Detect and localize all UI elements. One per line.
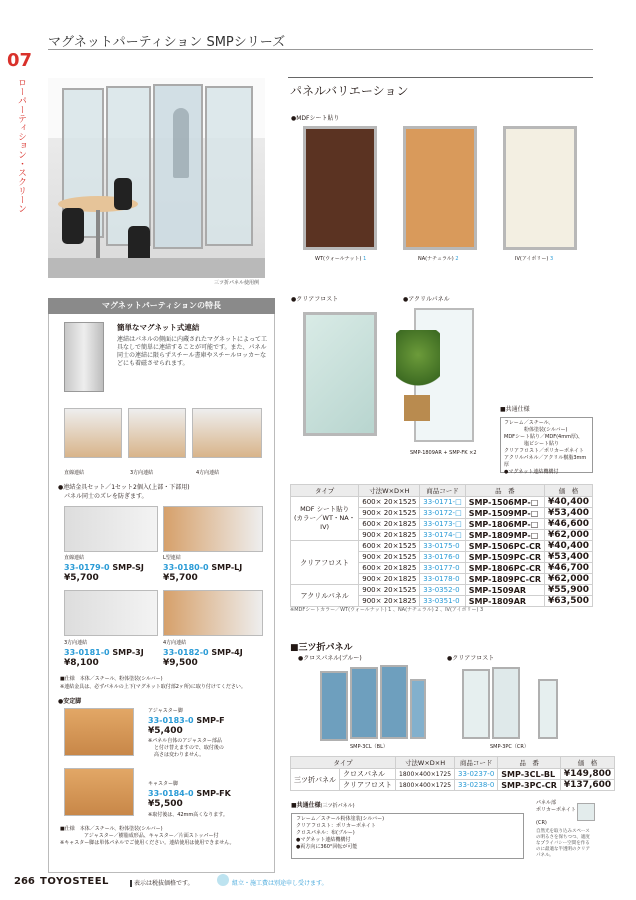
size-cell: 900× 20×1825 bbox=[359, 596, 420, 607]
adjuster-price: ¥5,400 bbox=[148, 726, 183, 736]
code-cell: 33-0171-□ bbox=[420, 497, 465, 508]
spec-line: クリアフロスト：ポリカーボネイト bbox=[296, 823, 376, 829]
stable-heading: ●安定脚 bbox=[58, 698, 82, 705]
common-spec-box bbox=[500, 417, 593, 473]
leg-spec-3: ※キャスター脚は単体パネルでご使用ください。連結使用は使用できません。 bbox=[60, 840, 235, 846]
code-cell: 33-0351-0 bbox=[420, 596, 465, 607]
mdf-name-wt: WT(ウォールナット) 1 bbox=[315, 256, 367, 262]
price-cell: ¥53,400 bbox=[545, 508, 593, 519]
page-number: 266 bbox=[14, 876, 35, 887]
fitting-price-3j: ¥8,100 bbox=[64, 658, 99, 668]
adjuster-note-3: 高さは変わりません。 bbox=[154, 752, 205, 758]
leg-spec-2: アジャスター／樹脂成形品、キャスター／片面ストッパー付 bbox=[84, 833, 219, 839]
brand-logo: TOYOSTEEL bbox=[40, 876, 109, 887]
code-cell: 33-0237-0 bbox=[455, 769, 498, 780]
code-cell: 33-0176-0 bbox=[420, 552, 465, 563]
easy-body: 連結はパネルの側面に内蔵されたマグネットによって工具なしで簡単に連結することが可能です。また、パネル同士の連結に限らずスチール書庫やスチールロッカーなどにも着磁させられます。 bbox=[117, 336, 267, 367]
room-photo bbox=[48, 78, 265, 278]
price-cell: ¥46,700 bbox=[545, 563, 593, 574]
size-cell: 900× 20×1525 bbox=[359, 508, 420, 519]
fitting-note-2: パネル同士のズレを防ぎます。 bbox=[64, 493, 148, 500]
mdf-name-iv: IV(アイボリー) 3 bbox=[515, 256, 554, 262]
size-cell: 900× 20×1825 bbox=[359, 574, 420, 585]
model-cell: SMP-1809MP-□ bbox=[465, 530, 544, 541]
model-cell: SMP-1809PC-CR bbox=[465, 574, 544, 585]
fitting-note-1: ●連結金具セット／1セット2個入(上部・下部用) bbox=[58, 484, 190, 491]
swatch-code: (CR) bbox=[536, 820, 547, 826]
col-code: 商品コード bbox=[455, 757, 498, 769]
fitting-spec-1: ■仕様 本体／スチール、粉体塗装(シルバー) bbox=[60, 676, 163, 682]
panel-spec-table bbox=[290, 484, 593, 607]
type-cell: クリアフロスト bbox=[291, 541, 359, 585]
mdf-label: ●MDFシート貼り bbox=[291, 115, 340, 122]
conn-label-three: 3方向連結 bbox=[130, 470, 154, 476]
fitting-price-4j: ¥9,500 bbox=[163, 658, 198, 668]
tri-fold-heading: ■三ツ折パネル bbox=[290, 643, 353, 653]
col-model: 品 番 bbox=[498, 757, 561, 769]
price-cell: ¥55,900 bbox=[545, 585, 593, 596]
chapter-title: ローパーティション・スクリーン bbox=[16, 78, 26, 213]
polycarbonate-swatch bbox=[577, 803, 595, 821]
price-cell: ¥46,600 bbox=[545, 519, 593, 530]
spec-line: フレーム／スチール粉体塗装(シルバー) bbox=[296, 816, 385, 822]
code-cell: 33-0172-□ bbox=[420, 508, 465, 519]
price-cell: ¥149,800 bbox=[560, 769, 614, 780]
fitting-price-sj: ¥5,700 bbox=[64, 573, 99, 583]
code-cell: 33-0173-□ bbox=[420, 519, 465, 530]
adjuster-code: 33-0183-0 SMP-F bbox=[148, 716, 225, 725]
size-cell: 600× 20×1825 bbox=[359, 563, 420, 574]
easy-title: 簡単なマグネット式連結 bbox=[117, 323, 200, 332]
common-spec-line: 塩ビシート貼り bbox=[504, 441, 560, 447]
fitting-name-3j: 3方向連結 bbox=[64, 640, 88, 646]
connection-photo-four bbox=[192, 408, 262, 458]
size-cell: 600× 20×1525 bbox=[359, 497, 420, 508]
fitting-code-4j: 33-0182-0 SMP-4J bbox=[163, 648, 243, 657]
mdf-swatch-wt bbox=[303, 126, 377, 250]
model-cell: SMP-1806PC-CR bbox=[465, 563, 544, 574]
common-spec-line: MDFシート貼り／MDF(4mm厚)、 bbox=[504, 434, 583, 440]
size-cell: 600× 20×1825 bbox=[359, 519, 420, 530]
fitting-code-sj: 33-0179-0 SMP-SJ bbox=[64, 563, 144, 572]
acrylic-caption: SMP-1809AR + SMP-FK ×2 bbox=[410, 450, 477, 456]
tri-fold-spec-title: ■共通仕様(三ツ折パネル) bbox=[291, 802, 355, 809]
fitting-photo-lj bbox=[163, 506, 263, 552]
tri-fold-blue-caption: SMP-3CL（BL） bbox=[350, 744, 388, 750]
fitting-price-lj: ¥5,700 bbox=[163, 573, 198, 583]
model-cell: SMP-1809AR bbox=[465, 596, 544, 607]
size-cell: 1800×400×1725 bbox=[396, 780, 455, 791]
plant-pot bbox=[404, 395, 430, 421]
tri-fold-spec-box bbox=[291, 813, 524, 859]
table-row bbox=[291, 585, 593, 596]
model-cell: SMP-1509AR bbox=[465, 585, 544, 596]
common-spec-line: ●マグネット連結機構付 bbox=[504, 469, 559, 475]
type-cell: 三ツ折パネル bbox=[291, 769, 340, 791]
sub-type-cell: クリアフロスト bbox=[340, 780, 396, 791]
code-cell: 33-0352-0 bbox=[420, 585, 465, 596]
tri-fold-frost-caption: SMP-3PC（CR） bbox=[490, 744, 529, 750]
code-cell: 33-0177-0 bbox=[420, 563, 465, 574]
swatch-title-text: パネル部 bbox=[536, 800, 557, 806]
series-title: マグネットパーティション SMPシリーズ bbox=[48, 35, 286, 50]
col-code: 商品コード bbox=[420, 485, 465, 497]
fitting-name-4j: 4方向連結 bbox=[163, 640, 187, 646]
frost-swatch bbox=[303, 312, 377, 436]
type-cell: MDF シート貼り (カラー／WT・NA・IV) bbox=[291, 497, 359, 541]
panel-variation-box-line bbox=[288, 77, 593, 78]
swatch-desc: 自然光を取り込みスペースの明るさを保ちつつ、適度なプライバシー空間を作るのに最適な半透明のクリアパネル。 bbox=[536, 829, 590, 858]
col-type: タイプ bbox=[291, 485, 359, 497]
chapter-number: 07 bbox=[7, 50, 33, 71]
adjuster-note-1: ※パネル自体のアジャスター部品 bbox=[148, 738, 222, 744]
model-cell: SMP-1509PC-CR bbox=[465, 552, 544, 563]
common-spec-line: フレーム／スチール、 bbox=[504, 420, 554, 426]
table-footnote: ※MDFシートカラー／WT(ウォールナット) 1 、NA(ナチュラル) 2 、IV(アイボリー) 3 bbox=[290, 607, 484, 613]
model-cell: SMP-1506PC-CR bbox=[465, 541, 544, 552]
model-cell: SMP-3PC-CR bbox=[498, 780, 561, 791]
fitting-code-3j: 33-0181-0 SMP-3J bbox=[64, 648, 144, 657]
tax-note: 表示は税抜価格です。 bbox=[130, 878, 194, 887]
size-cell: 900× 20×1825 bbox=[359, 530, 420, 541]
table-row bbox=[291, 497, 593, 508]
fitting-photo-3j bbox=[64, 590, 158, 636]
swatch-sub: ポリカーボネイト bbox=[536, 807, 576, 813]
price-cell: ¥53,400 bbox=[545, 552, 593, 563]
code-cell: 33-0174-□ bbox=[420, 530, 465, 541]
header-rule bbox=[48, 49, 593, 50]
model-cell: SMP-1506MP-□ bbox=[465, 497, 544, 508]
size-cell: 600× 20×1525 bbox=[359, 541, 420, 552]
price-cell: ¥40,400 bbox=[545, 497, 593, 508]
code-cell: 33-0238-0 bbox=[455, 780, 498, 791]
common-spec-line: 粉体塗装(シルバー) bbox=[504, 427, 568, 433]
leg-spec-1: ■仕様 本体／スチール、粉体塗装(シルバー) bbox=[60, 826, 163, 832]
fitting-code-lj: 33-0180-0 SMP-LJ bbox=[163, 563, 243, 572]
conn-label-four: 4方向連結 bbox=[196, 470, 220, 476]
model-cell: SMP-3CL-BL bbox=[498, 769, 561, 780]
photo-caption: 三ツ折パネル使用例 bbox=[214, 280, 260, 286]
caster-photo bbox=[64, 768, 134, 816]
magnet-photo bbox=[64, 322, 104, 392]
service-icon bbox=[217, 874, 229, 886]
connection-photo-straight bbox=[64, 408, 122, 458]
mdf-name-na: NA(ナチュラル) 2 bbox=[418, 256, 459, 262]
acrylic-label: ●アクリルパネル bbox=[403, 296, 450, 303]
common-spec-title: ■共通仕様 bbox=[500, 406, 530, 413]
type-cell: アクリルパネル bbox=[291, 585, 359, 607]
adjuster-note-2: と付け替えますので、取付後の bbox=[154, 745, 224, 751]
price-cell: ¥62,000 bbox=[545, 574, 593, 585]
tri-fold-blue-label: ●クロスパネル(ブルー) bbox=[298, 655, 362, 662]
fitting-photo-4j bbox=[163, 590, 263, 636]
sub-type-cell: クロスパネル bbox=[340, 769, 396, 780]
spec-line: ●マグネット連結機構付 bbox=[296, 837, 351, 843]
table-row bbox=[291, 780, 615, 791]
table-row bbox=[291, 769, 615, 780]
spec-line: クロスパネル：布(ブルー) bbox=[296, 830, 355, 836]
features-heading: マグネットパーティションの特長 bbox=[48, 298, 275, 314]
tri-fold-frost-image bbox=[462, 665, 572, 743]
adjuster-name: アジャスター脚 bbox=[148, 708, 183, 714]
plant-foliage bbox=[396, 330, 440, 392]
frost-label: ●クリアフロスト bbox=[291, 296, 339, 303]
col-size: 寸法W×D×H bbox=[359, 485, 420, 497]
service-note: 組立・施工費は別途申し受けます。 bbox=[232, 880, 328, 887]
price-cell: ¥63,500 bbox=[545, 596, 593, 607]
col-model: 品 番 bbox=[465, 485, 544, 497]
code-cell: 33-0175-0 bbox=[420, 541, 465, 552]
common-spec-line: アクリルパネル／アクリル樹脂3mm厚 bbox=[504, 455, 587, 468]
mdf-swatch-na bbox=[403, 126, 477, 250]
caster-name: キャスター脚 bbox=[148, 781, 179, 787]
tri-fold-table bbox=[290, 756, 615, 791]
col-type: タイプ bbox=[291, 757, 396, 769]
size-cell: 1800×400×1725 bbox=[396, 769, 455, 780]
conn-label-straight: 直線連結 bbox=[64, 470, 85, 476]
adjuster-photo bbox=[64, 708, 134, 756]
tri-fold-blue-image bbox=[320, 665, 430, 743]
table-row bbox=[291, 541, 593, 552]
caster-code: 33-0184-0 SMP-FK bbox=[148, 789, 231, 798]
panel-variation-heading: パネルバリエーション bbox=[290, 84, 409, 98]
col-size: 寸法W×D×H bbox=[396, 757, 455, 769]
model-cell: SMP-1806MP-□ bbox=[465, 519, 544, 530]
col-price: 価 格 bbox=[545, 485, 593, 497]
common-spec-line: クリアフロスト／ポリカーボネイト bbox=[504, 448, 584, 454]
fitting-name-lj: L型連結 bbox=[163, 555, 181, 561]
tri-fold-frost-label: ●クリアフロスト bbox=[447, 655, 495, 662]
col-price: 価 格 bbox=[560, 757, 614, 769]
connection-photo-three bbox=[128, 408, 186, 458]
fitting-name-sj: 直線連結 bbox=[64, 555, 85, 561]
code-cell: 33-0178-0 bbox=[420, 574, 465, 585]
caster-price: ¥5,500 bbox=[148, 799, 183, 809]
price-cell: ¥137,600 bbox=[560, 780, 614, 791]
price-cell: ¥62,000 bbox=[545, 530, 593, 541]
caster-note-1: ※取付後は、42mm高くなります。 bbox=[148, 812, 228, 818]
model-cell: SMP-1509MP-□ bbox=[465, 508, 544, 519]
fitting-spec-2: ※連結金具は、必ずパネルの上下(マグネット取付部2ヶ所)に取り付けてください。 bbox=[60, 684, 246, 690]
size-cell: 900× 20×1525 bbox=[359, 552, 420, 563]
fitting-photo-sj bbox=[64, 506, 158, 552]
spec-line: ●両方向に360°回転が可能 bbox=[296, 844, 358, 850]
price-cell: ¥40,400 bbox=[545, 541, 593, 552]
mdf-swatch-iv bbox=[503, 126, 577, 250]
size-cell: 900× 20×1525 bbox=[359, 585, 420, 596]
